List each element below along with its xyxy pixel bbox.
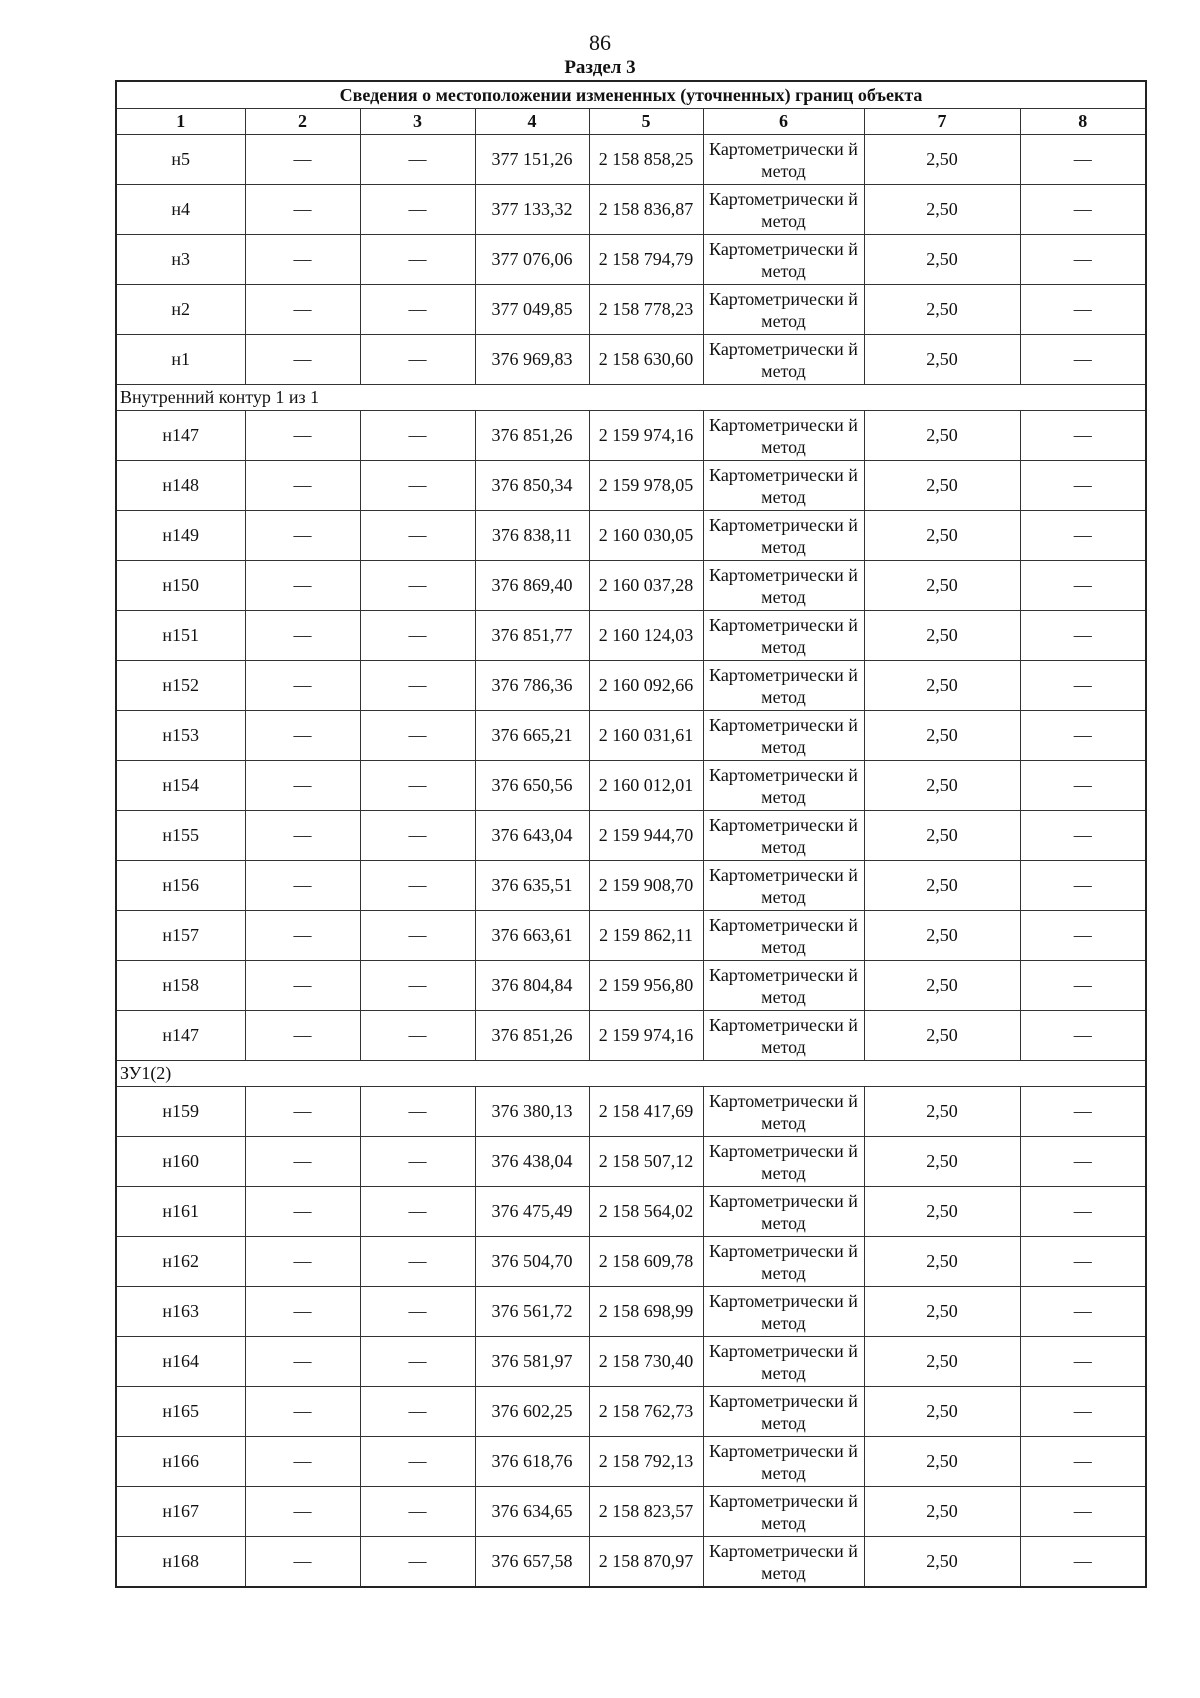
point-name-cell: н151 [116,611,245,661]
point-name-cell: н157 [116,911,245,961]
table-row [116,1237,1146,1287]
column-header: 4 [475,109,589,135]
x-coordinate-cell: 376 838,11 [475,511,589,561]
point-name-cell: н162 [116,1237,245,1287]
y-coordinate-cell: 2 159 974,16 [589,1011,703,1061]
method-cell: Картометрически й метод [703,1137,864,1187]
method-cell: Картометрически й метод [703,411,864,461]
x-coordinate-cell: 376 602,25 [475,1387,589,1437]
y-coordinate-cell: 2 158 564,02 [589,1187,703,1237]
accuracy-cell: 2,50 [864,911,1020,961]
method-cell: Картометрически й метод [703,711,864,761]
point-name-cell: н154 [116,761,245,811]
point-name-cell: н167 [116,1487,245,1537]
x-coordinate-cell: 376 643,04 [475,811,589,861]
accuracy-cell: 2,50 [864,235,1020,285]
col3-cell: — [360,1437,475,1487]
point-name-cell: н147 [116,1011,245,1061]
y-coordinate-cell: 2 158 630,60 [589,335,703,385]
y-coordinate-cell: 2 158 730,40 [589,1337,703,1387]
accuracy-cell: 2,50 [864,335,1020,385]
y-coordinate-cell: 2 160 012,01 [589,761,703,811]
table-row [116,911,1146,961]
point-name-cell: н2 [116,285,245,335]
section-title: Раздел 3 [564,57,636,78]
accuracy-cell: 2,50 [864,1287,1020,1337]
table-row [116,1011,1146,1061]
page-number: 86 [589,30,611,55]
x-coordinate-cell: 377 049,85 [475,285,589,335]
x-coordinate-cell: 376 657,58 [475,1537,589,1588]
table-row [116,285,1146,335]
column-header: 5 [589,109,703,135]
x-coordinate-cell: 376 851,26 [475,411,589,461]
y-coordinate-cell: 2 158 794,79 [589,235,703,285]
y-coordinate-cell: 2 159 862,11 [589,911,703,961]
col3-cell: — [360,1387,475,1437]
col3-cell: — [360,135,475,185]
col8-cell: — [1020,961,1146,1011]
contour-group-label: Внутренний контур 1 из 1 [116,385,1146,411]
col2-cell: — [245,285,360,335]
method-cell: Картометрически й метод [703,911,864,961]
y-coordinate-cell: 2 158 778,23 [589,285,703,335]
y-coordinate-cell: 2 160 031,61 [589,711,703,761]
x-coordinate-cell: 376 504,70 [475,1237,589,1287]
col2-cell: — [245,961,360,1011]
col2-cell: — [245,235,360,285]
y-coordinate-cell: 2 158 609,78 [589,1237,703,1287]
col2-cell: — [245,861,360,911]
col2-cell: — [245,1337,360,1387]
accuracy-cell: 2,50 [864,1387,1020,1437]
col8-cell: — [1020,1337,1146,1387]
y-coordinate-cell: 2 158 870,97 [589,1537,703,1588]
col8-cell: — [1020,461,1146,511]
x-coordinate-cell: 376 869,40 [475,561,589,611]
col8-cell: — [1020,411,1146,461]
accuracy-cell: 2,50 [864,761,1020,811]
y-coordinate-cell: 2 158 507,12 [589,1137,703,1187]
column-header: 7 [864,109,1020,135]
accuracy-cell: 2,50 [864,1011,1020,1061]
y-coordinate-cell: 2 159 944,70 [589,811,703,861]
table-row [116,335,1146,385]
col8-cell: — [1020,561,1146,611]
col2-cell: — [245,411,360,461]
col8-cell: — [1020,861,1146,911]
method-cell: Картометрически й метод [703,1011,864,1061]
accuracy-cell: 2,50 [864,661,1020,711]
col8-cell: — [1020,1237,1146,1287]
table-body [116,135,1146,1588]
table-row [116,561,1146,611]
table-row [116,1387,1146,1437]
col3-cell: — [360,561,475,611]
col2-cell: — [245,1537,360,1588]
col3-cell: — [360,411,475,461]
table-row [116,761,1146,811]
y-coordinate-cell: 2 160 092,66 [589,661,703,711]
col8-cell: — [1020,1137,1146,1187]
method-cell: Картометрически й метод [703,285,864,335]
y-coordinate-cell: 2 158 858,25 [589,135,703,185]
col3-cell: — [360,1087,475,1137]
col3-cell: — [360,811,475,861]
method-cell: Картометрически й метод [703,461,864,511]
col8-cell: — [1020,1487,1146,1537]
x-coordinate-cell: 376 786,36 [475,661,589,711]
col3-cell: — [360,1237,475,1287]
col8-cell: — [1020,1387,1146,1437]
method-cell: Картометрически й метод [703,511,864,561]
method-cell: Картометрически й метод [703,811,864,861]
table-row [116,961,1146,1011]
point-name-cell: н164 [116,1337,245,1387]
method-cell: Картометрически й метод [703,611,864,661]
method-cell: Картометрически й метод [703,961,864,1011]
y-coordinate-cell: 2 158 417,69 [589,1087,703,1137]
x-coordinate-cell: 376 581,97 [475,1337,589,1387]
table-row [116,661,1146,711]
accuracy-cell: 2,50 [864,285,1020,335]
col8-cell: — [1020,1537,1146,1588]
y-coordinate-cell: 2 158 792,13 [589,1437,703,1487]
point-name-cell: н161 [116,1187,245,1237]
table-row [116,235,1146,285]
x-coordinate-cell: 376 438,04 [475,1137,589,1187]
table-row [116,1287,1146,1337]
accuracy-cell: 2,50 [864,811,1020,861]
x-coordinate-cell: 376 618,76 [475,1437,589,1487]
table-row [116,135,1146,185]
col3-cell: — [360,1011,475,1061]
col8-cell: — [1020,661,1146,711]
col3-cell: — [360,285,475,335]
col2-cell: — [245,1487,360,1537]
x-coordinate-cell: 376 850,34 [475,461,589,511]
col8-cell: — [1020,511,1146,561]
point-name-cell: н5 [116,135,245,185]
accuracy-cell: 2,50 [864,511,1020,561]
method-cell: Картометрически й метод [703,135,864,185]
y-coordinate-cell: 2 158 762,73 [589,1387,703,1437]
col2-cell: — [245,811,360,861]
accuracy-cell: 2,50 [864,961,1020,1011]
col3-cell: — [360,1487,475,1537]
method-cell: Картометрически й метод [703,561,864,611]
x-coordinate-cell: 376 665,21 [475,711,589,761]
col2-cell: — [245,1011,360,1061]
table-row [116,811,1146,861]
table-row [116,1537,1146,1588]
col3-cell: — [360,335,475,385]
accuracy-cell: 2,50 [864,1187,1020,1237]
x-coordinate-cell: 376 969,83 [475,335,589,385]
point-name-cell: н155 [116,811,245,861]
point-name-cell: н1 [116,335,245,385]
accuracy-cell: 2,50 [864,561,1020,611]
column-header: 2 [245,109,360,135]
point-name-cell: н163 [116,1287,245,1337]
method-cell: Картометрически й метод [703,1537,864,1588]
method-cell: Картометрически й метод [703,1187,864,1237]
col3-cell: — [360,911,475,961]
col8-cell: — [1020,1087,1146,1137]
x-coordinate-cell: 376 804,84 [475,961,589,1011]
y-coordinate-cell: 2 158 823,57 [589,1487,703,1537]
col3-cell: — [360,1537,475,1588]
col3-cell: — [360,1337,475,1387]
accuracy-cell: 2,50 [864,1087,1020,1137]
point-name-cell: н158 [116,961,245,1011]
method-cell: Картометрически й метод [703,1387,864,1437]
col3-cell: — [360,1137,475,1187]
col3-cell: — [360,761,475,811]
column-header: 8 [1020,109,1146,135]
col8-cell: — [1020,611,1146,661]
col8-cell: — [1020,911,1146,961]
method-cell: Картометрически й метод [703,185,864,235]
table-row [116,411,1146,461]
col3-cell: — [360,185,475,235]
col8-cell: — [1020,1011,1146,1061]
column-header: 1 [116,109,245,135]
method-cell: Картометрически й метод [703,1337,864,1387]
point-name-cell: н147 [116,411,245,461]
table-row [116,711,1146,761]
col2-cell: — [245,611,360,661]
col2-cell: — [245,511,360,561]
col3-cell: — [360,961,475,1011]
method-cell: Картометрически й метод [703,861,864,911]
x-coordinate-cell: 376 851,77 [475,611,589,661]
point-name-cell: н166 [116,1437,245,1487]
point-name-cell: н150 [116,561,245,611]
accuracy-cell: 2,50 [864,1237,1020,1287]
x-coordinate-cell: 376 851,26 [475,1011,589,1061]
col2-cell: — [245,1237,360,1287]
col2-cell: — [245,461,360,511]
y-coordinate-cell: 2 158 698,99 [589,1287,703,1337]
y-coordinate-cell: 2 159 956,80 [589,961,703,1011]
y-coordinate-cell: 2 159 908,70 [589,861,703,911]
table-row [116,185,1146,235]
table-row [116,1087,1146,1137]
col2-cell: — [245,1287,360,1337]
table-row [116,611,1146,661]
table-row [116,511,1146,561]
point-name-cell: н156 [116,861,245,911]
x-coordinate-cell: 376 663,61 [475,911,589,961]
accuracy-cell: 2,50 [864,1437,1020,1487]
method-cell: Картометрически й метод [703,1087,864,1137]
x-coordinate-cell: 376 380,13 [475,1087,589,1137]
accuracy-cell: 2,50 [864,461,1020,511]
point-name-cell: н3 [116,235,245,285]
x-coordinate-cell: 377 076,06 [475,235,589,285]
col2-cell: — [245,761,360,811]
y-coordinate-cell: 2 159 978,05 [589,461,703,511]
col8-cell: — [1020,761,1146,811]
x-coordinate-cell: 376 635,51 [475,861,589,911]
point-name-cell: н149 [116,511,245,561]
accuracy-cell: 2,50 [864,185,1020,235]
table-row [116,1437,1146,1487]
boundary-coordinates-table [115,80,1147,1588]
method-cell: Картометрически й метод [703,235,864,285]
table-row [116,461,1146,511]
point-name-cell: н4 [116,185,245,235]
x-coordinate-cell: 376 650,56 [475,761,589,811]
col2-cell: — [245,1437,360,1487]
column-header: 6 [703,109,864,135]
table-row [116,1487,1146,1537]
x-coordinate-cell: 377 133,32 [475,185,589,235]
method-cell: Картометрически й метод [703,1237,864,1287]
point-name-cell: н165 [116,1387,245,1437]
x-coordinate-cell: 376 561,72 [475,1287,589,1337]
contour-group-row [116,385,1146,411]
col3-cell: — [360,1287,475,1337]
col8-cell: — [1020,335,1146,385]
x-coordinate-cell: 376 475,49 [475,1187,589,1237]
point-name-cell: н148 [116,461,245,511]
method-cell: Картометрически й метод [703,1287,864,1337]
x-coordinate-cell: 377 151,26 [475,135,589,185]
method-cell: Картометрически й метод [703,1437,864,1487]
col3-cell: — [360,461,475,511]
column-number-row [116,109,1146,135]
table-row [116,1137,1146,1187]
point-name-cell: н152 [116,661,245,711]
contour-group-row [116,1061,1146,1087]
accuracy-cell: 2,50 [864,711,1020,761]
col3-cell: — [360,711,475,761]
accuracy-cell: 2,50 [864,611,1020,661]
col2-cell: — [245,135,360,185]
col3-cell: — [360,235,475,285]
accuracy-cell: 2,50 [864,411,1020,461]
y-coordinate-cell: 2 160 030,05 [589,511,703,561]
col3-cell: — [360,661,475,711]
accuracy-cell: 2,50 [864,135,1020,185]
y-coordinate-cell: 2 160 037,28 [589,561,703,611]
accuracy-cell: 2,50 [864,1137,1020,1187]
table-caption: Сведения о местоположении измененных (уточненных) границ объекта [116,81,1146,109]
col8-cell: — [1020,185,1146,235]
accuracy-cell: 2,50 [864,1537,1020,1588]
y-coordinate-cell: 2 160 124,03 [589,611,703,661]
col2-cell: — [245,1387,360,1437]
col2-cell: — [245,711,360,761]
col2-cell: — [245,1087,360,1137]
table-row [116,1187,1146,1237]
method-cell: Картометрически й метод [703,661,864,711]
col8-cell: — [1020,135,1146,185]
col2-cell: — [245,185,360,235]
col2-cell: — [245,661,360,711]
method-cell: Картометрически й метод [703,1487,864,1537]
point-name-cell: н160 [116,1137,245,1187]
col8-cell: — [1020,711,1146,761]
col3-cell: — [360,1187,475,1237]
x-coordinate-cell: 376 634,65 [475,1487,589,1537]
col2-cell: — [245,911,360,961]
accuracy-cell: 2,50 [864,1337,1020,1387]
col8-cell: — [1020,1187,1146,1237]
col2-cell: — [245,335,360,385]
col3-cell: — [360,611,475,661]
column-header: 3 [360,109,475,135]
method-cell: Картометрически й метод [703,335,864,385]
col2-cell: — [245,1187,360,1237]
contour-group-label: ЗУ1(2) [116,1061,1146,1087]
col2-cell: — [245,561,360,611]
y-coordinate-cell: 2 158 836,87 [589,185,703,235]
point-name-cell: н153 [116,711,245,761]
table-row [116,1337,1146,1387]
point-name-cell: н159 [116,1087,245,1137]
col8-cell: — [1020,811,1146,861]
method-cell: Картометрически й метод [703,761,864,811]
table-row [116,861,1146,911]
col8-cell: — [1020,235,1146,285]
point-name-cell: н168 [116,1537,245,1588]
accuracy-cell: 2,50 [864,1487,1020,1537]
col3-cell: — [360,861,475,911]
col8-cell: — [1020,1437,1146,1487]
col8-cell: — [1020,285,1146,335]
y-coordinate-cell: 2 159 974,16 [589,411,703,461]
col2-cell: — [245,1137,360,1187]
col3-cell: — [360,511,475,561]
accuracy-cell: 2,50 [864,861,1020,911]
col8-cell: — [1020,1287,1146,1337]
